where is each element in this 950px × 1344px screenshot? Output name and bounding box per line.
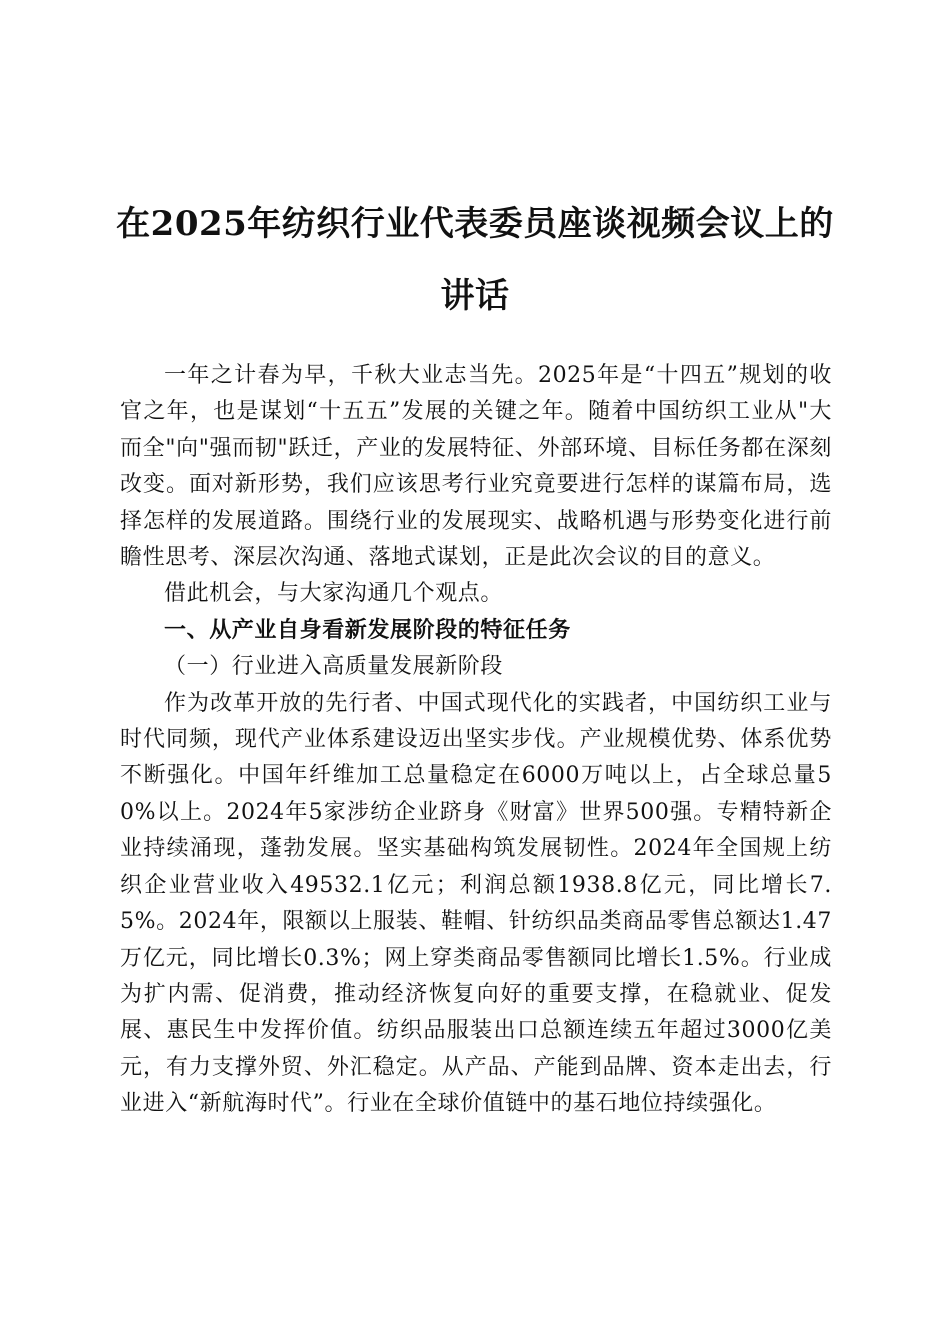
intro-paragraph: 一年之计春为早，千秋大业志当先。2025年是“十四五”规划的收官之年，也是谋划“十五五”发展的关键之年。随着中国纺织工业从"大而全"向"强而韧"跃迁，产业的发展特征、外部环境、目标任务都在深刻改变。面对新形势，我们应该思考行业究竟要进行怎样的谋篇布局，选择怎样的发展道路。围绕行业的发展现实、战略机遇与形势变化进行前瞻性思考、深层次沟通、落地式谋划，正是此次会议的目的意义。 [120, 363, 832, 571]
section-1-heading: 一、从产业自身看新发展阶段的特征任务 [164, 617, 571, 643]
document-title: 在2025年纺织行业代表委员座谈视频会议上的讲话 [116, 204, 834, 316]
subsection-1-heading: （一）行业进入高质量发展新阶段 [164, 654, 504, 680]
transition-paragraph: 借此机会，与大家沟通几个观点。 [164, 581, 504, 607]
subsection-1-paragraph: 作为改革开放的先行者、中国式现代化的实践者，中国纺织工业与时代同频，现代产业体系建设迈出坚实步伐。产业规模优势、体系优势不断强化。中国年纤维加工总量稳定在6000万吨以上，占全球总量50%以上。2024年5家涉纺企业跻身《财富》世界500强。专精特新企业持续涌现，蓬勃发展。坚实基础构筑发展韧性。2024年全国规上纺织企业营业收入49532.1亿元；利润总额1938.8亿元，同比增长7.5%。2024年，限额以上服装、鞋帽、针纺织品类商品零售总额达1.47万亿元，同比增长0.3%；网上穿类商品零售额同比增长1.5%。行业成为扩内需、促消费，推动经济恢复向好的重要支撑，在稳就业、促发展、惠民生中发挥价值。纺织品服装出口总额连续五年超过3000亿美元，有力支撑外贸、外汇稳定。从产品、产能到品牌、资本走出去，行业进入“新航海时代”。行业在全球价值链中的基石地位持续强化。 [120, 690, 832, 1117]
document-body [120, 358, 832, 1123]
